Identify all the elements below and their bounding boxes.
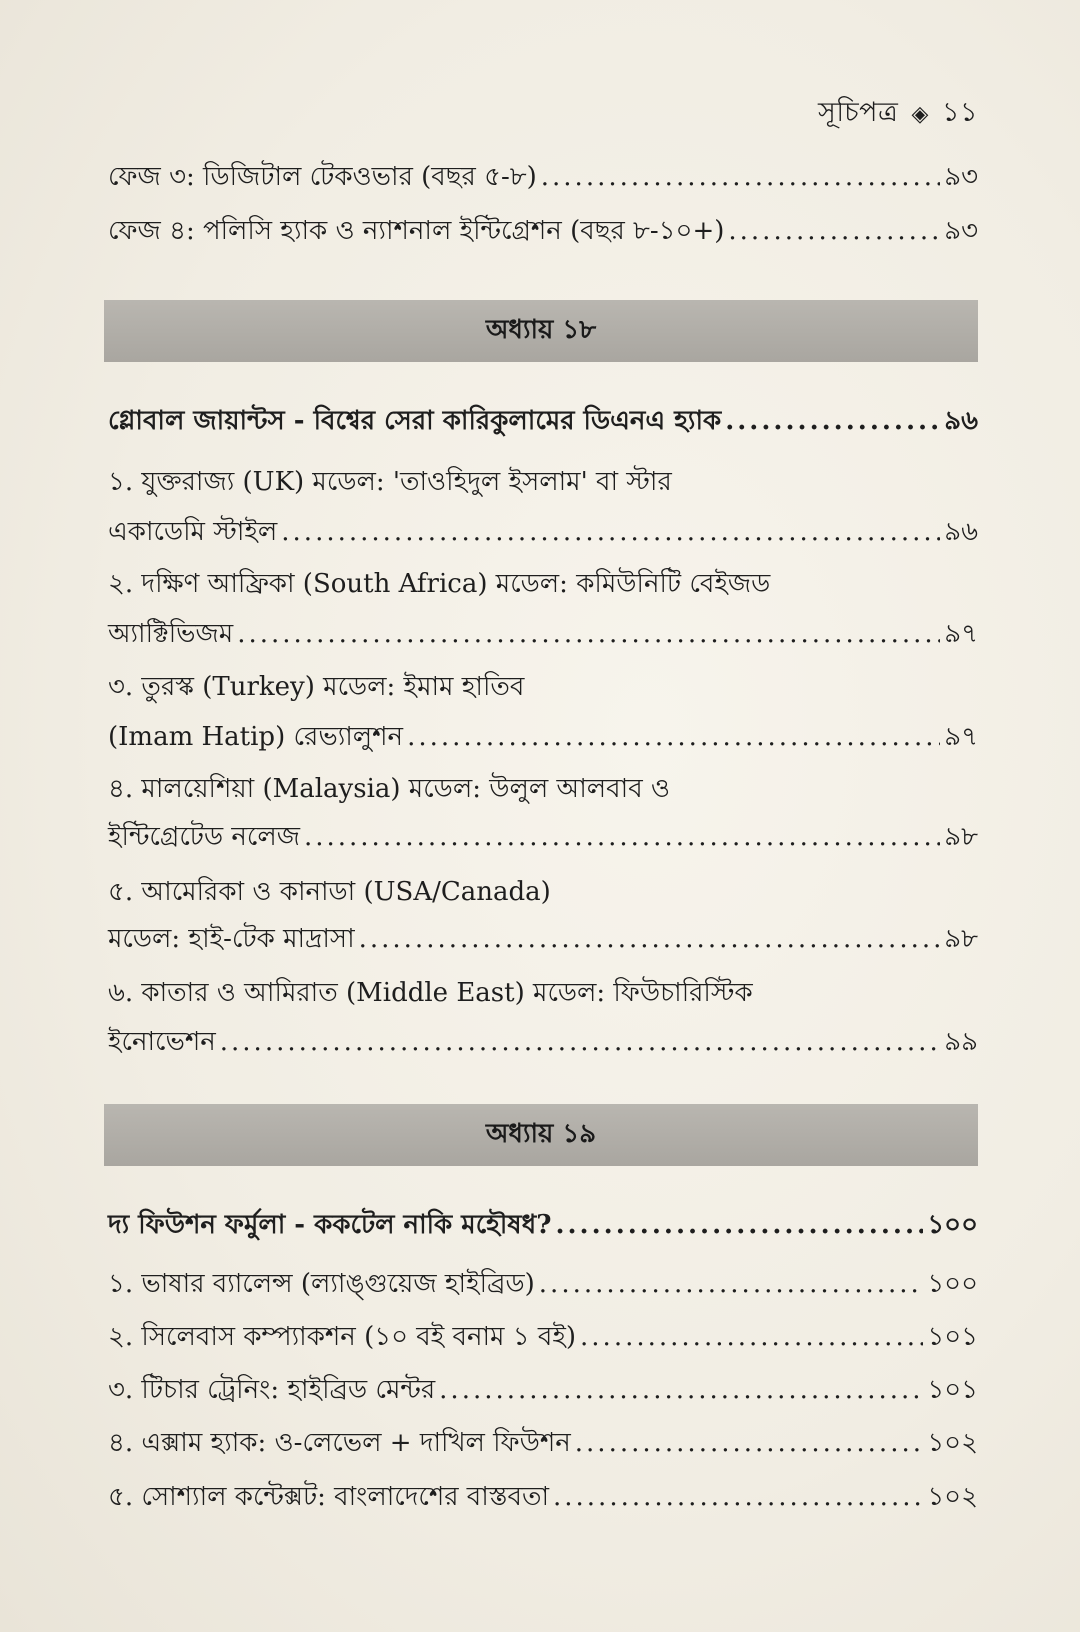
dot-leader	[439, 1373, 923, 1407]
dot-leader	[580, 1320, 923, 1354]
toc-entry-title: ১. ভাষার ব্যালেন্স (ল্যাঙ্গুয়েজ হাইব্রিড)	[108, 1269, 535, 1299]
toc-entry-title: ৪. এক্সাম হ্যাক: ও-লেভেল + দাখিল ফিউশন	[108, 1428, 571, 1458]
toc-entry-page: ৯৭	[944, 722, 978, 752]
toc-entry-title: ৫. সোশ্যাল কন্টেক্সট: বাংলাদেশের বাস্তবতা	[108, 1482, 549, 1512]
dot-leader	[281, 515, 940, 549]
header-section-title: সূচিপত্র	[818, 97, 899, 128]
dot-leader	[725, 404, 940, 438]
toc-entry-page: ১০১	[927, 1375, 978, 1405]
dot-leader	[407, 720, 940, 754]
toc-entry-page: ৯৬	[944, 517, 978, 547]
toc-entry	[108, 820, 978, 854]
chapter-heading: অধ্যায় ১৮	[485, 315, 597, 345]
toc-entry-line1: ৩. তুরস্ক (Turkey) মডেল: ইমাম হাতিব	[108, 672, 525, 702]
toc-entry-line1: ৪. মালয়েশিয়া (Malaysia) মডেল: উলুল আলবাব ও	[108, 774, 671, 804]
toc-entry-line1: ২. দক্ষিণ আফ্রিকা (South Africa) মডেল: কমিউনিটি বেইজড	[108, 569, 771, 599]
toc-entry-page: ৯৬	[944, 406, 978, 436]
toc-entry-page: ৯৮	[944, 924, 978, 954]
toc-entry-page: ৯৯	[944, 1027, 978, 1057]
chapter-heading: অধ্যায় ১৯	[485, 1119, 597, 1149]
toc-entry	[108, 720, 978, 754]
toc-entry-page: ৯৮	[944, 822, 978, 852]
toc-entry-line1: ৫. আমেরিকা ও কানাডা (USA/Canada)	[108, 877, 551, 907]
toc-entry	[108, 1480, 978, 1514]
toc-entry-title: ইন্টিগ্রেটেড নলেজ	[108, 822, 300, 852]
toc-entry-title: ফেজ ৪: পলিসি হ্যাক ও ন্যাশনাল ইন্টিগ্রেশন (বছর ৮-১০+)	[108, 216, 725, 246]
toc-entry	[108, 922, 978, 956]
diamond-icon: ◈	[911, 102, 929, 127]
dot-leader	[575, 1426, 924, 1460]
toc-entry-page: ১০২	[927, 1482, 978, 1512]
toc-entry-title: একাডেমি স্টাইল	[108, 517, 278, 547]
toc-entry-page: ১০০	[927, 1210, 978, 1240]
toc-entry	[108, 1267, 978, 1301]
toc-entry-page: ১০১	[927, 1322, 978, 1352]
dot-leader	[539, 1267, 924, 1301]
toc-entry	[108, 1025, 978, 1059]
chapter-heading-bar	[104, 300, 978, 362]
toc-entry-page: ১০০	[927, 1269, 978, 1299]
dot-leader	[359, 922, 941, 956]
toc-entry	[108, 515, 978, 549]
toc-entry-title: ফেজ ৩: ডিজিটাল টেকওভার (বছর ৫-৮)	[108, 162, 537, 192]
toc-entry-page: ৯৩	[944, 162, 978, 192]
toc-entry-title: ইনোভেশন	[108, 1027, 216, 1057]
toc-entry-title: গ্লোবাল জায়ান্টস - বিশ্বের সেরা কারিকুলামের ডিএনএ হ্যাক	[108, 406, 722, 436]
dot-leader	[220, 1025, 940, 1059]
toc-entry-page: ১০২	[927, 1428, 978, 1458]
toc-entry	[108, 617, 978, 651]
toc-entry	[108, 160, 978, 194]
toc-entry	[108, 214, 978, 248]
toc-entry-line1: ৬. কাতার ও আমিরাত (Middle East) মডেল: ফিউচারিস্টিক	[108, 978, 753, 1008]
toc-entry	[108, 1320, 978, 1354]
header-page-number: ১১	[941, 97, 978, 128]
toc-entry-line1: ১. যুক্তরাজ্য (UK) মডেল: 'তাওহিদুল ইসলাম' বা স্টার	[108, 467, 672, 497]
toc-entry-page: ৯৩	[944, 216, 978, 246]
toc-entry-title: ৩. টিচার ট্রেনিং: হাইব্রিড মেন্টর	[108, 1375, 436, 1405]
chapter-main-entry	[108, 1208, 978, 1242]
chapter-main-entry	[108, 404, 978, 438]
toc-entry-title: ২. সিলেবাস কম্প্যাকশন (১০ বই বনাম ১ বই)	[108, 1322, 577, 1352]
dot-leader	[541, 160, 940, 194]
dot-leader	[728, 214, 940, 248]
toc-entry-title: দ্য ফিউশন ফর্মুলা - ককটেল নাকি মহৌষধ?	[108, 1210, 552, 1240]
toc-entry	[108, 1426, 978, 1460]
toc-entry-title: মডেল: হাই-টেক মাদ্রাসা	[108, 924, 355, 954]
toc-entry	[108, 1373, 978, 1407]
toc-entry-title: (Imam Hatip) রেভ্যালুশন	[108, 722, 404, 752]
chapter-heading-bar	[104, 1104, 978, 1166]
running-header	[818, 92, 978, 137]
toc-entry-title: অ্যাক্টিভিজম	[108, 619, 234, 649]
dot-leader	[237, 617, 940, 651]
dot-leader	[553, 1480, 923, 1514]
dot-leader	[555, 1208, 923, 1242]
toc-entry-page: ৯৭	[944, 619, 978, 649]
dot-leader	[304, 820, 940, 854]
